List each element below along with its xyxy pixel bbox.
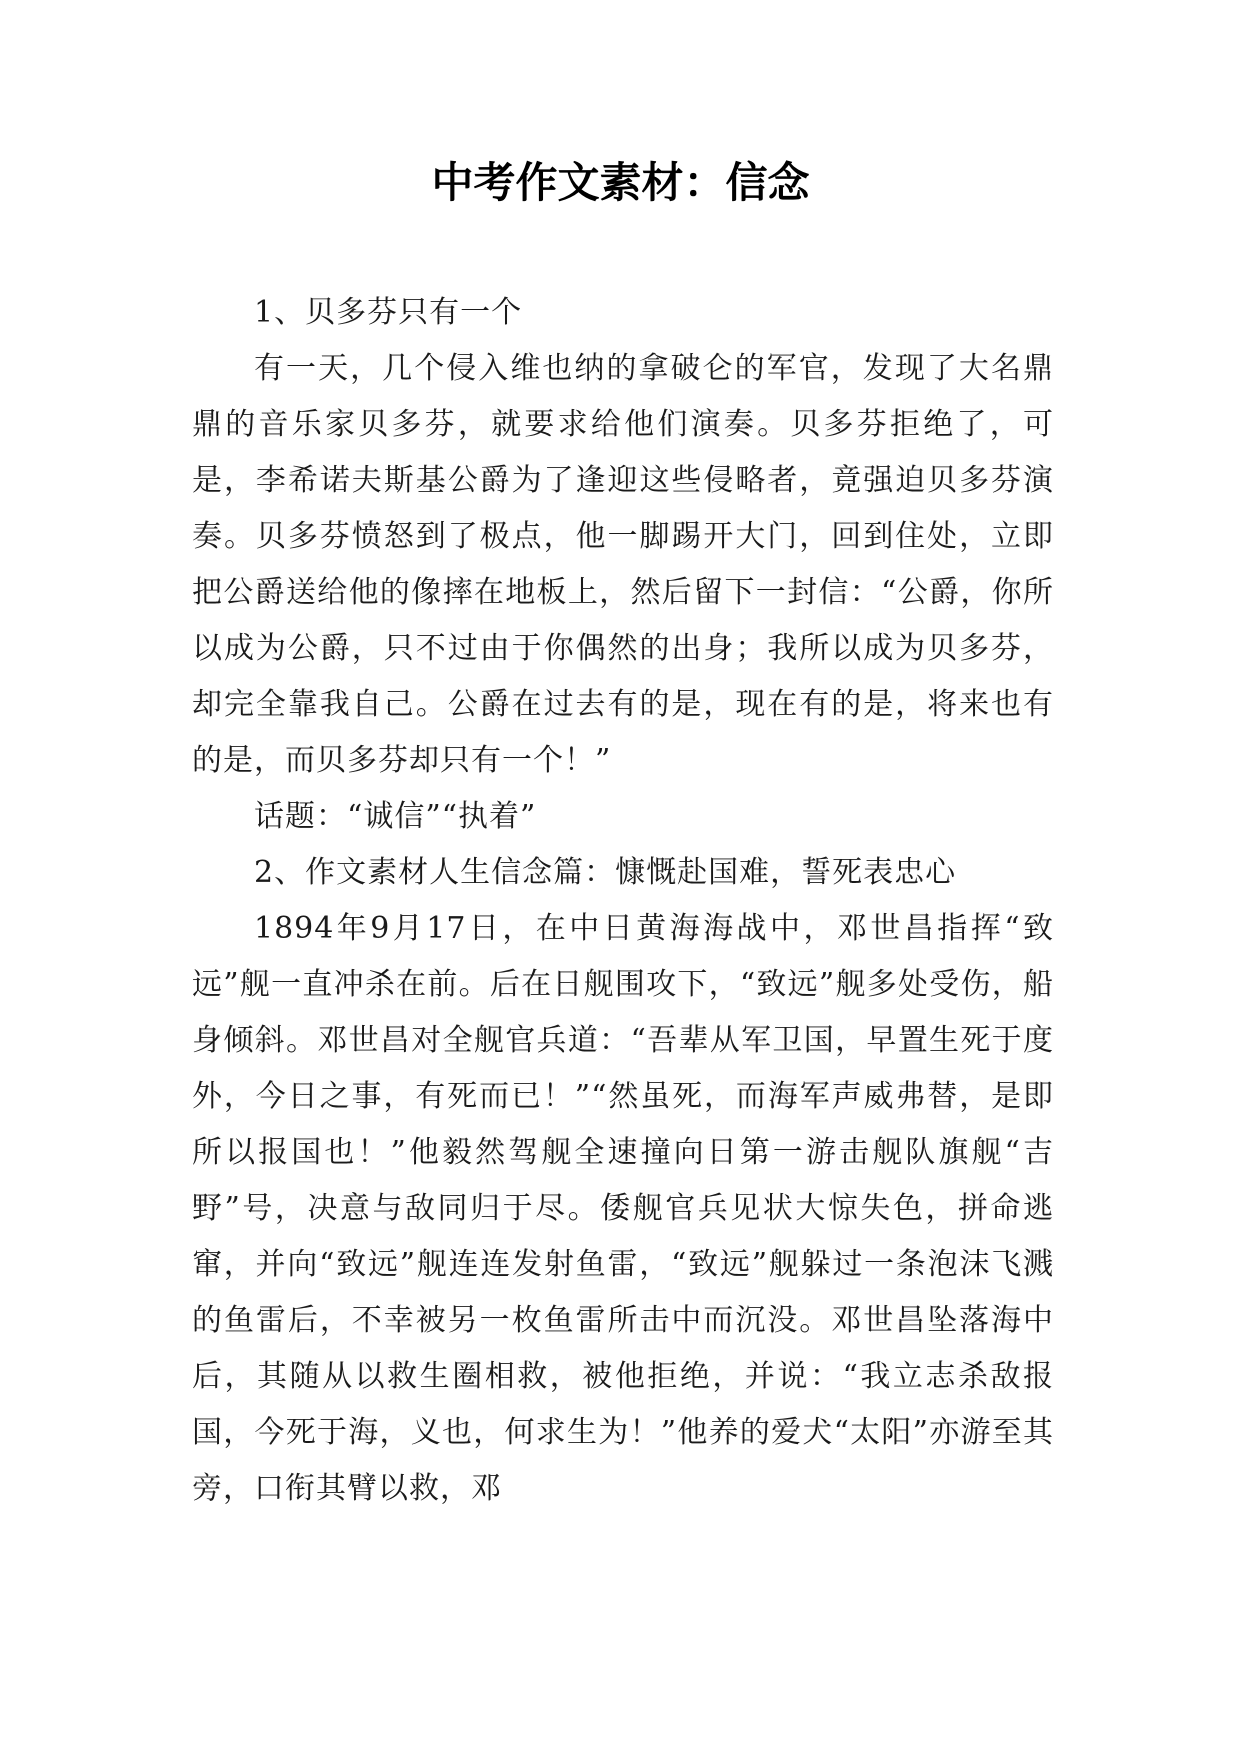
section-heading-deng-shichang: 2、作文素材人生信念篇：慷慨赴国难，誓死表忠心 (254, 855, 957, 890)
section-heading-beethoven: 1、贝多芬只有一个 (254, 295, 523, 330)
document-body (192, 285, 1054, 1517)
paragraph-deng-shichang-story: 1894年9月17日，在中日黄海海战中，邓世昌指挥“致远”舰一直冲杀在前。后在日舰围攻下，“致远”舰多处受伤，船身倾斜。邓世昌对全舰官兵道：“吾辈从军卫国，早置生死于度外，今日之事，有死而已！”“然虽死，而海军声威弗替，是即所以报国也！”他毅然驾舰全速撞向日第一游击舰队旗舰“吉野”号，决意与敌同归于尽。倭舰官兵见状大惊失色，拼命逃窜，并向“致远”舰连连发射鱼雷，“致远”舰躲过一条泡沫飞溅的鱼雷后，不幸被另一枚鱼雷所击中而沉没。邓世昌坠落海中后，其随从以救生圈相救，被他拒绝，并说：“我立志杀敌报国，今死于海，义也，何求生为！”他养的爱犬“太阳”亦游至其旁，口衔其臂以救，邓 (192, 911, 1054, 1506)
paragraph-topic: 话题：“诚信”“执着” (254, 799, 537, 834)
document-title: 中考作文素材：信念 (431, 158, 810, 207)
paragraph-beethoven-story: 有一天，几个侵入维也纳的拿破仑的军官，发现了大名鼎鼎的音乐家贝多芬，就要求给他们演奏。贝多芬拒绝了，可是，李希诺夫斯基公爵为了逢迎这些侵略者，竟强迫贝多芬演奏。贝多芬愤怒到了极点，他一脚踢开大门，回到住处，立即把公爵送给他的像摔在地板上，然后留下一封信：“公爵，你所以成为公爵，只不过由于你偶然的出身；我所以成为贝多芬，却完全靠我自己。公爵在过去有的是，现在有的是，将来也有的是，而贝多芬却只有一个！” (192, 351, 1054, 778)
